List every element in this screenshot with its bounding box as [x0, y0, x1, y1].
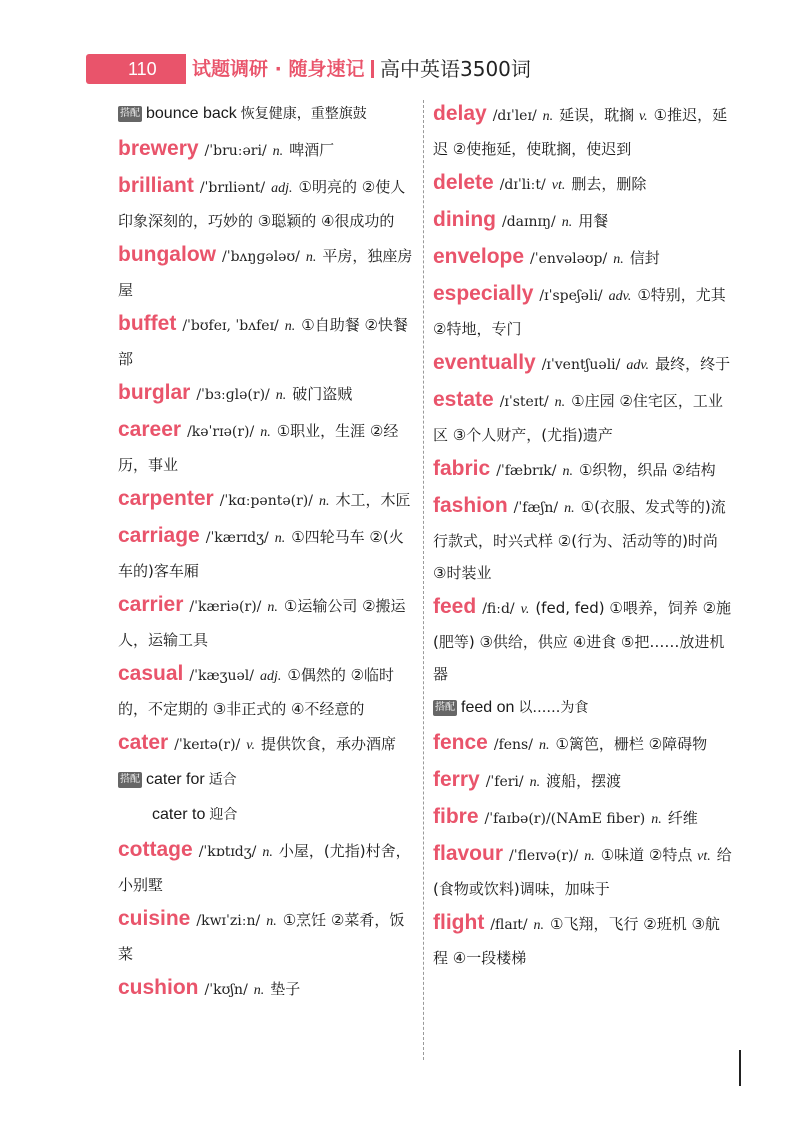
- headword: fashion: [433, 494, 508, 517]
- headword: casual: [118, 662, 184, 685]
- definition: (fed, fed) ①喂养，饲养 ②施(肥等) ③供给，供应 ④进食 ⑤把……放进机器: [433, 599, 732, 683]
- dictionary-entry: [118, 834, 418, 901]
- definition: 延误，耽搁: [559, 106, 635, 124]
- phonetic: /fens/: [493, 737, 533, 753]
- dictionary-entry: [433, 490, 733, 589]
- collocation-badge: 搭配: [433, 700, 457, 716]
- part-of-speech: vt.: [697, 849, 711, 864]
- dictionary-entry: [118, 589, 418, 656]
- headword: cuisine: [118, 907, 191, 930]
- headword: fibre: [433, 805, 479, 828]
- dictionary-entry: [118, 170, 418, 237]
- collocation-phrase: cater to: [152, 806, 206, 823]
- phonetic: /ɪˈventʃuəli/: [541, 357, 621, 373]
- part-of-speech: n.: [262, 845, 273, 860]
- dictionary-entry: [118, 133, 418, 168]
- margin-mark: [739, 1050, 741, 1086]
- title-divider: [371, 60, 374, 78]
- part-of-speech: n.: [305, 250, 317, 265]
- part-of-speech: n.: [260, 425, 271, 440]
- headword: career: [118, 418, 182, 441]
- part-of-speech: n.: [542, 109, 554, 124]
- collocation-meaning: 适合: [208, 772, 237, 788]
- definition: 提供饮食，承办酒席: [260, 735, 396, 753]
- dictionary-entry: [118, 414, 418, 481]
- part-of-speech: n.: [272, 144, 284, 159]
- collocation-phrase: bounce back: [146, 105, 237, 122]
- phonetic: /fiːd/: [482, 601, 515, 617]
- definition: ①运输公司 ②搬运人，运输工具: [118, 597, 406, 649]
- dictionary-entry: [118, 239, 418, 306]
- series-title: 试题调研 · 随身速记: [192, 58, 365, 80]
- right-column: [433, 98, 733, 976]
- headword: cushion: [118, 976, 199, 999]
- definition: 垫子: [270, 980, 301, 998]
- phonetic: /ˈkæʒuəl/: [189, 668, 254, 684]
- headword: burglar: [118, 381, 191, 404]
- part-of-speech: adj.: [271, 181, 293, 196]
- dictionary-entry: [118, 377, 418, 412]
- phonetic: /ˈbʊfeɪ, ˈbʌfeɪ/: [182, 318, 279, 334]
- collocation-badge: 搭配: [118, 106, 142, 122]
- headword: eventually: [433, 351, 536, 374]
- headword: fabric: [433, 457, 491, 480]
- definition: ①篱笆，栅栏 ②障碍物: [555, 735, 708, 753]
- part-of-speech: n.: [533, 918, 545, 933]
- part-of-speech: adv.: [608, 289, 632, 304]
- headword: bungalow: [118, 243, 216, 266]
- book-title: 高中英语3500词: [380, 57, 531, 81]
- collocation: [118, 764, 418, 795]
- collocation-badge: 搭配: [118, 772, 142, 788]
- definition: ①职业，生涯 ②经历，事业: [118, 422, 399, 474]
- part-of-speech: n.: [564, 501, 575, 516]
- definition: 用餐: [578, 212, 609, 230]
- headword: flavour: [433, 842, 504, 865]
- definition: ①飞翔，飞行 ②班机 ③航程 ④一段楼梯: [433, 915, 720, 967]
- phonetic: /ˈfleɪvə(r)/: [509, 848, 579, 864]
- phonetic: /ˈkeɪtə(r)/: [174, 737, 241, 753]
- collocation-meaning: 以……为食: [518, 700, 589, 716]
- headword: carrier: [118, 593, 184, 616]
- dictionary-entry: [433, 764, 733, 799]
- headword: cater: [118, 731, 169, 754]
- phonetic: /ˈfaɪbə(r)/(NAmE fiber): [484, 811, 646, 827]
- phonetic: /flaɪt/: [490, 917, 528, 933]
- headword: estate: [433, 388, 494, 411]
- definition: 最终，终于: [655, 355, 731, 373]
- phonetic: /ˈkærɪdʒ/: [205, 530, 269, 546]
- dictionary-entry: [433, 591, 733, 690]
- part-of-speech: v.: [246, 738, 255, 753]
- phonetic: /ˈkæriə(r)/: [189, 599, 262, 615]
- headword: carpenter: [118, 487, 214, 510]
- dictionary-entry: [433, 167, 733, 202]
- collocation: [118, 799, 418, 830]
- dictionary-entry: [118, 483, 418, 518]
- definition: 小屋，(尤指)村舍，小别墅: [118, 842, 411, 894]
- part-of-speech: n.: [274, 531, 286, 546]
- dictionary-entry: [433, 453, 733, 488]
- dictionary-entry: [118, 520, 418, 587]
- headword: delete: [433, 171, 494, 194]
- part-of-speech: n.: [253, 983, 265, 998]
- part-of-speech: n.: [584, 849, 595, 864]
- dictionary-entry: [433, 278, 733, 345]
- headword: dining: [433, 208, 496, 231]
- left-column: [118, 98, 418, 1009]
- definition: 木工，木匠: [335, 491, 411, 509]
- headword: ferry: [433, 768, 480, 791]
- part-of-speech: n.: [275, 388, 287, 403]
- headword: envelope: [433, 245, 525, 268]
- headword: delay: [433, 102, 487, 125]
- headword: especially: [433, 282, 534, 305]
- dictionary-entry: [433, 838, 733, 905]
- part-of-speech: n.: [554, 395, 566, 410]
- definition: ①推迟，延迟 ②使拖延，使耽搁，使迟到: [433, 106, 728, 158]
- part-of-speech: vt.: [551, 178, 566, 193]
- page-number: 110: [128, 59, 157, 79]
- definition: ①烹饪 ②菜肴，饭菜: [118, 911, 405, 963]
- part-of-speech: n.: [613, 252, 624, 267]
- phonetic: /ˈferi/: [485, 774, 524, 790]
- definition: 纤维: [667, 809, 698, 827]
- collocation-meaning: 恢复健康，重整旗鼓: [240, 106, 367, 122]
- definition: 渡船，摆渡: [546, 772, 622, 790]
- dictionary-entry: [118, 903, 418, 970]
- dictionary-entry: [433, 98, 733, 165]
- definition: 平房，独座房屋: [118, 247, 413, 299]
- definition: ①特别，尤其 ②特地，专门: [433, 286, 726, 338]
- definition: 删去，删除: [571, 175, 647, 193]
- definition: ①明亮的 ②使人印象深刻的，巧妙的 ③聪颖的 ④很成功的: [118, 178, 406, 230]
- part-of-speech: n.: [529, 775, 541, 790]
- phonetic: /ˈkɒtɪdʒ/: [198, 844, 257, 860]
- phonetic: /ɪˈspeʃəli/: [539, 288, 603, 304]
- headword: carriage: [118, 524, 200, 547]
- dictionary-entry: [118, 658, 418, 725]
- definition: ①织物，织品 ②结构: [578, 461, 716, 479]
- headword: brewery: [118, 137, 199, 160]
- collocation: [118, 98, 418, 129]
- collocation: [433, 692, 733, 723]
- part-of-speech: n.: [318, 494, 330, 509]
- phonetic: /ˈbʌŋɡələʊ/: [222, 249, 300, 265]
- headword: feed: [433, 595, 477, 618]
- collocation-phrase: feed on: [461, 699, 515, 716]
- phonetic: /ɪˈsteɪt/: [499, 394, 549, 410]
- dictionary-entry: [433, 241, 733, 276]
- dictionary-entry: [433, 347, 733, 382]
- phonetic: /ˈenvələʊp/: [530, 251, 608, 267]
- part-of-speech: n.: [562, 464, 573, 479]
- phonetic: /ˈkɑːpəntə(r)/: [219, 493, 313, 509]
- definition: ①自助餐 ②快餐部: [118, 316, 408, 368]
- part-of-speech: v.: [638, 109, 648, 124]
- part-of-speech: n.: [651, 812, 662, 827]
- definition: 信封: [629, 249, 660, 267]
- phonetic: /kəˈrɪə(r)/: [187, 424, 255, 440]
- phonetic: /dɪˈliːt/: [499, 177, 546, 193]
- definition: ①庄园 ②住宅区，工业区 ③个人财产，(尤指)遗产: [433, 392, 723, 444]
- phonetic: /kwɪˈziːn/: [196, 913, 261, 929]
- phonetic: /ˈkʊʃn/: [204, 982, 248, 998]
- definition: ①味道 ②特点: [600, 846, 693, 864]
- part-of-speech: n.: [538, 738, 550, 753]
- headword: buffet: [118, 312, 177, 335]
- part-of-speech: n.: [266, 914, 277, 929]
- headword: cottage: [118, 838, 193, 861]
- phonetic: /ˈfæbrɪk/: [496, 463, 557, 479]
- headword: flight: [433, 911, 485, 934]
- phonetic: /ˈbrɪliənt/: [199, 180, 266, 196]
- definition: ①偶然的 ②临时的，不定期的 ③非正式的 ④不经意的: [118, 666, 395, 718]
- definition: ①(衣服、发式等的)流行款式，时兴式样 ②(行为、活动等的)时尚 ③时装业: [433, 498, 726, 582]
- collocation-phrase: cater for: [146, 771, 205, 788]
- dictionary-entry: [118, 727, 418, 762]
- phonetic: /daɪnɪŋ/: [501, 214, 556, 230]
- phonetic: /ˈbruːəri/: [204, 143, 267, 159]
- phonetic: /ˈbɜːɡlə(r)/: [196, 387, 270, 403]
- collocation-meaning: 迎合: [209, 807, 238, 823]
- dictionary-entry: [118, 972, 418, 1007]
- definition: ①四轮马车 ②(火车的)客车厢: [118, 528, 404, 580]
- dictionary-entry: [433, 384, 733, 451]
- part-of-speech: n.: [267, 600, 278, 615]
- column-divider: [423, 100, 424, 1060]
- dictionary-entry: [433, 204, 733, 239]
- phonetic: /dɪˈleɪ/: [492, 108, 537, 124]
- part-of-speech: adj.: [260, 669, 282, 684]
- part-of-speech: n.: [284, 319, 296, 334]
- dictionary-entry: [118, 308, 418, 375]
- phonetic: /ˈfæʃn/: [513, 500, 559, 516]
- definition: 给(食物或饮料)调味，加味于: [433, 846, 732, 898]
- definition: 啤酒厂: [289, 141, 335, 159]
- definition: 破门盗贼: [292, 385, 353, 403]
- headword: brilliant: [118, 174, 194, 197]
- part-of-speech: n.: [561, 215, 573, 230]
- dictionary-entry: [433, 801, 733, 836]
- part-of-speech: v.: [520, 602, 530, 617]
- part-of-speech: adv.: [626, 358, 650, 373]
- headword: fence: [433, 731, 488, 754]
- dictionary-entry: [433, 907, 733, 974]
- dictionary-entry: [433, 727, 733, 762]
